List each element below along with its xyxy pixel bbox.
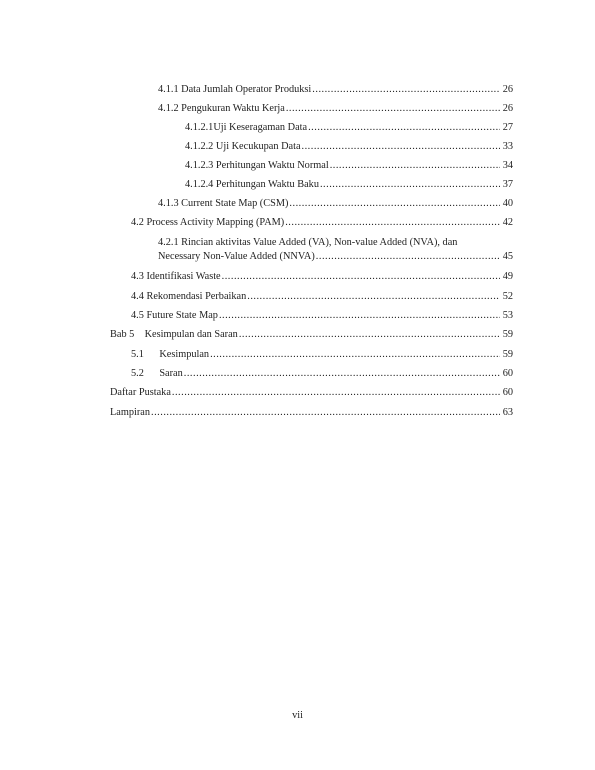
toc-entry-title: 4.1.1 Data Jumlah Operator Produksi [158, 84, 312, 95]
toc-entry-page: 40 [502, 198, 513, 209]
toc-dot-leader [222, 270, 500, 284]
toc-dot-leader [330, 159, 500, 173]
toc-entry [158, 83, 513, 97]
toc-dot-leader [312, 83, 500, 97]
toc-entry [131, 309, 513, 323]
toc-entry-page: 42 [502, 217, 513, 228]
toc-dot-leader [320, 178, 500, 192]
toc-entry-page: 33 [502, 141, 513, 152]
toc-entry-page: 26 [502, 84, 513, 95]
toc-dot-leader [239, 328, 500, 342]
toc-entry-title: 4.4 Rekomendasi Perbaikan [131, 291, 247, 302]
toc-dot-leader [316, 250, 500, 264]
toc-entry-title: 5.1 Kesimpulan [131, 349, 210, 360]
toc-entry [110, 328, 513, 342]
toc-entry-page: 52 [502, 291, 513, 302]
toc-entry-title: 4.1.2.1Uji Keseragaman Data [185, 122, 308, 133]
toc-dot-leader [302, 140, 500, 154]
toc-dot-leader [308, 121, 500, 135]
toc-entry-title: 4.2 Process Activity Mapping (PAM) [131, 217, 285, 228]
toc-dot-leader [210, 348, 500, 362]
toc-entry [131, 290, 513, 304]
toc-entry-page: 37 [502, 179, 513, 190]
toc-entry [110, 406, 513, 420]
toc-entry [185, 178, 513, 192]
toc-entry-title: 5.2 Saran [131, 368, 183, 379]
toc-entry-title: 4.1.3 Current State Map (CSM) [158, 198, 289, 209]
toc-entry-title: 4.3 Identifikasi Waste [131, 271, 221, 282]
toc-entry [185, 159, 513, 173]
toc-dot-leader [247, 290, 500, 304]
toc-entry-title: 4.1.2 Pengukuran Waktu Kerja [158, 103, 285, 114]
toc-entry-title-line2: Necessary Non-Value Added (NNVA) [158, 251, 315, 262]
toc-dot-leader [286, 102, 500, 116]
page-number: vii [292, 710, 303, 721]
toc-entry [131, 348, 513, 362]
toc-dot-leader [151, 406, 500, 420]
toc-entry-multiline [158, 236, 513, 264]
toc-dot-leader [289, 197, 500, 211]
toc-entry-page: 60 [502, 368, 513, 379]
toc-entry [158, 197, 513, 211]
toc-entry-title: Lampiran [110, 407, 151, 418]
toc-entry [185, 140, 513, 154]
toc-entry [131, 216, 513, 230]
toc-entry-page: 53 [502, 310, 513, 321]
toc-entry [158, 102, 513, 116]
toc-entry-page: 34 [502, 160, 513, 171]
toc-dot-leader [285, 216, 500, 230]
toc-entry [131, 270, 513, 284]
toc-dot-leader [184, 367, 500, 381]
toc-entry-title: 4.5 Future State Map [131, 310, 218, 321]
toc-entry-page: 63 [502, 407, 513, 418]
toc-entry-page: 59 [502, 329, 513, 340]
toc-entry-title: 4.1.2.2 Uji Kecukupan Data [185, 141, 301, 152]
toc-entry-page: 45 [502, 251, 513, 262]
toc-entry-page: 49 [502, 271, 513, 282]
toc-dot-leader [219, 309, 500, 323]
toc-entry [131, 367, 513, 381]
toc-entry-title: 4.1.2.3 Perhitungan Waktu Normal [185, 160, 329, 171]
toc-entry-page: 60 [502, 387, 513, 398]
toc-entry-page: 26 [502, 103, 513, 114]
toc-entry-title: 4.1.2.4 Perhitungan Waktu Baku [185, 179, 319, 190]
toc-dot-leader [172, 386, 500, 400]
toc-entry-second-line [158, 250, 513, 264]
toc-entry [110, 386, 513, 400]
toc-entry-title: Bab 5 Kesimpulan dan Saran [110, 329, 238, 340]
toc-entry-title: Daftar Pustaka [110, 387, 171, 398]
toc-entry-title-line1: 4.2.1 Rincian aktivitas Value Added (VA), Non-value Added (NVA), dan [158, 237, 458, 248]
toc-entry [185, 121, 513, 135]
toc-entry-page: 59 [502, 349, 513, 360]
toc-entry-page: 27 [502, 122, 513, 133]
